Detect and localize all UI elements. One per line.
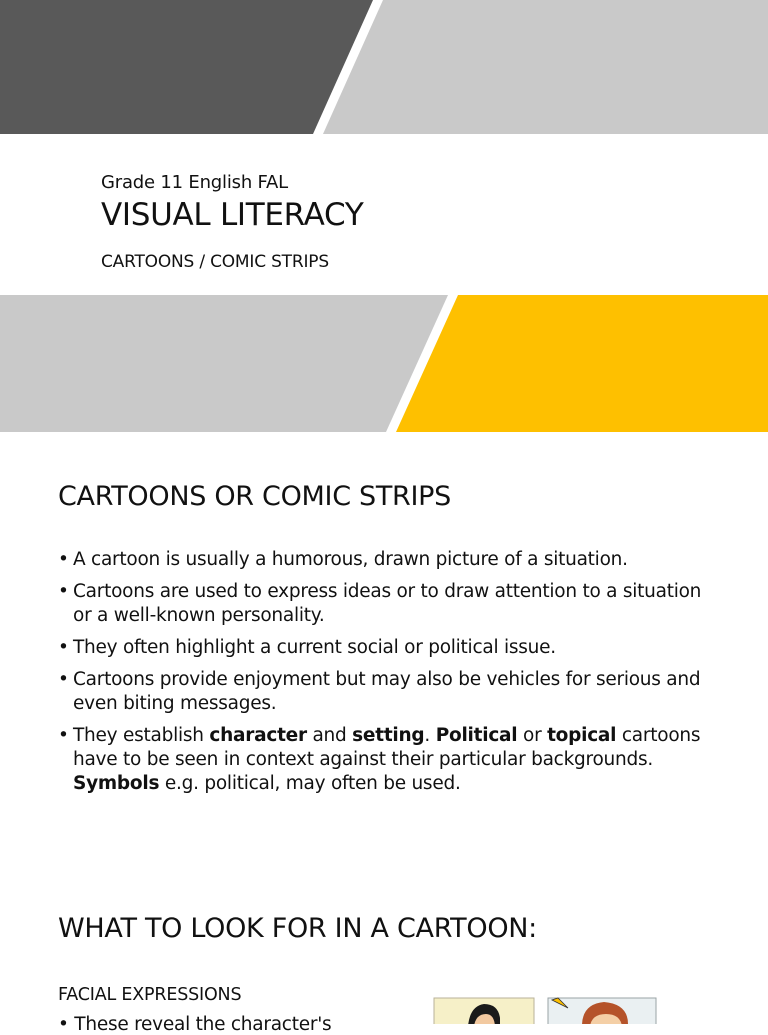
text-run: They establish bbox=[73, 725, 210, 746]
cartoon-illustration bbox=[432, 996, 660, 1024]
light-gray-shape bbox=[323, 0, 768, 134]
text-run: or bbox=[517, 725, 548, 746]
bullet-list bbox=[58, 548, 718, 804]
course-label: Grade 11 English FAL bbox=[101, 172, 288, 193]
keyword-character: character bbox=[209, 725, 307, 746]
bullet-text: These reveal the character's bbox=[74, 1014, 332, 1035]
text-run: cartoons have to be seen in context against their particular backgrounds. bbox=[73, 725, 701, 770]
bullet-item: • These reveal the character's bbox=[58, 1014, 332, 1035]
yellow-footer-shape bbox=[396, 295, 768, 432]
header-banner bbox=[0, 0, 768, 134]
text-run: e.g. political, may often be used. bbox=[159, 773, 461, 794]
keyword-symbols: Symbols bbox=[73, 773, 160, 794]
keyword-topical: topical bbox=[547, 725, 617, 746]
keyword-setting: setting bbox=[352, 725, 425, 746]
page-title: VISUAL LITERACY bbox=[101, 197, 364, 233]
footer-banner bbox=[0, 295, 768, 432]
bullet-item: • A cartoon is usually a humorous, drawn picture of a situation. bbox=[58, 548, 718, 572]
section-title: WHAT TO LOOK FOR IN A CARTOON: bbox=[58, 913, 537, 944]
sub-heading: CARTOONS / COMIC STRIPS bbox=[101, 252, 329, 272]
bullet-item bbox=[58, 724, 718, 796]
bullet-item: • Cartoons provide enjoyment but may also be vehicles for serious and even biting messages. bbox=[58, 668, 718, 716]
keyword-political: Political bbox=[435, 725, 518, 746]
dark-gray-shape bbox=[0, 0, 373, 134]
subsection-heading: FACIAL EXPRESSIONS bbox=[58, 985, 242, 1005]
bullet-item: • They often highlight a current social or political issue. bbox=[58, 636, 718, 660]
bullet-item: • Cartoons are used to express ideas or to draw attention to a situation or a well-known personality. bbox=[58, 580, 718, 628]
light-gray-footer-shape bbox=[0, 295, 448, 432]
text-run: . bbox=[424, 725, 436, 746]
text-run: and bbox=[306, 725, 353, 746]
section-title: CARTOONS OR COMIC STRIPS bbox=[58, 481, 452, 512]
